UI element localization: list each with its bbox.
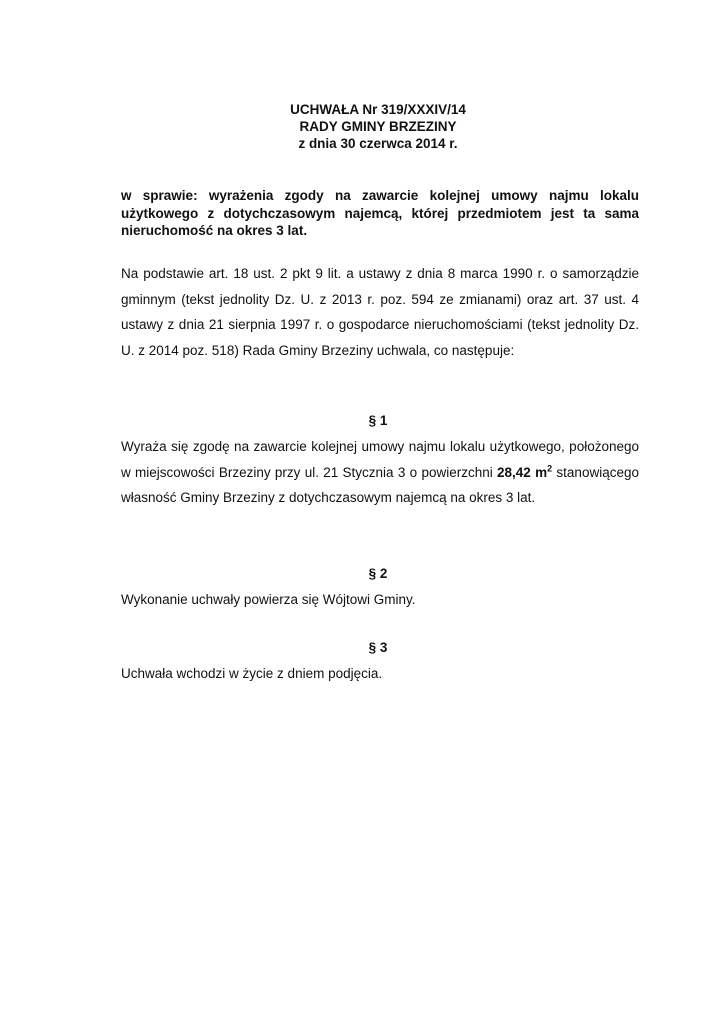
section-1-title-text: § 1 bbox=[368, 413, 388, 428]
section-1-text-before: Wyraża się zgodę na zawarcie kolejnej umowy najmu lokalu użytkowego, położonego w miejscowości Brzeziny przy ul. 21 Stycznia 3 o powierzchni bbox=[121, 439, 639, 480]
section-1-text bbox=[121, 434, 639, 511]
section-3-title-text: § 3 bbox=[368, 640, 388, 655]
area-exponent: 2 bbox=[547, 463, 553, 473]
resolution-number: UCHWAŁA Nr 319/XXXIV/14 bbox=[290, 102, 466, 117]
section-1-title bbox=[0, 412, 724, 430]
section-2-text: Wykonanie uchwały powierza się Wójtowi Gminy. bbox=[121, 592, 416, 607]
section-3-text: Uchwała wchodzi w życie z dniem podjęcia. bbox=[121, 666, 383, 681]
resolution-subject: w sprawie: wyrażenia zgody na zawarcie kolejnej umowy najmu lokalu użytkowego z dotychczasowym najemcą, której przedmiotem jest ta sama nieruchomość na okres 3 lat. bbox=[121, 188, 639, 238]
area-number: 28,42 m bbox=[497, 464, 548, 480]
council-name: RADY GMINY BRZEZINY bbox=[299, 119, 457, 134]
resolution-header bbox=[0, 101, 724, 152]
section-2-title bbox=[0, 565, 724, 583]
resolution-date: z dnia 30 czerwca 2014 r. bbox=[298, 136, 458, 151]
legal-basis: Na podstawie art. 18 ust. 2 pkt 9 lit. a ustawy z dnia 8 marca 1990 r. o samorządzie gminnym (tekst jednolity Dz. U. z 2013 r. poz. 594 ze zmianami) oraz art. 37 ust. 4 ustawy z dnia 21 sierpnia 1997 r. o gospodarce nieruchomościami (tekst jednolity Dz. U. z 2014 poz. 518) Rada Gminy Brzeziny uchwala, co następuje: bbox=[121, 266, 639, 358]
section-2-title-text: § 2 bbox=[368, 566, 388, 581]
section-1-text-after: stanowiącego własność Gminy Brzeziny z dotychczasowym najemcą na okres 3 lat. bbox=[121, 464, 639, 505]
section-3-title bbox=[0, 639, 724, 657]
area-value bbox=[497, 465, 552, 480]
